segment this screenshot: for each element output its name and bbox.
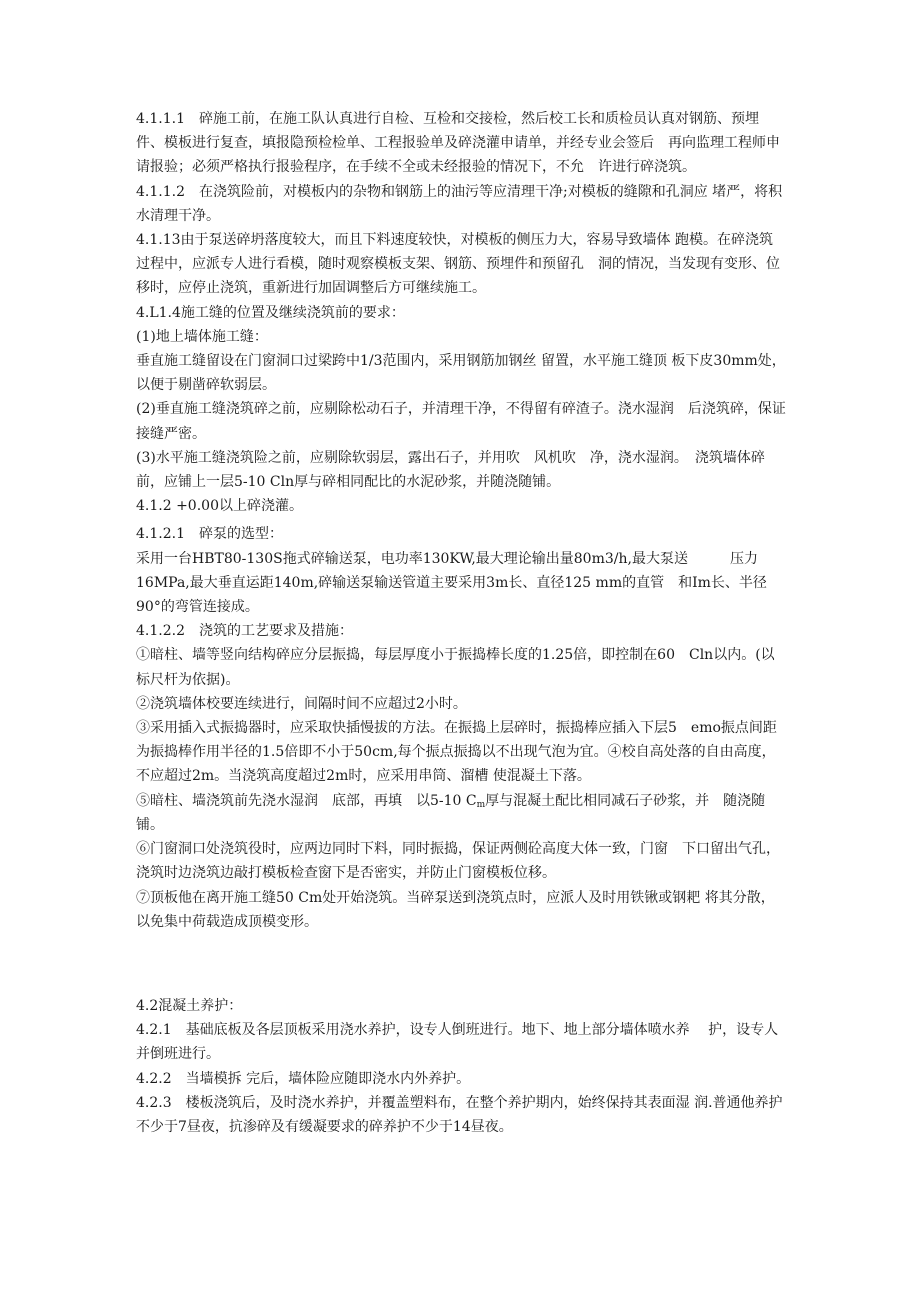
paragraph-step-5 xyxy=(136,789,786,837)
paragraph-step-6: ⑥门窗洞口处浇筑役时，应两边同时下料，同时振捣，保证两侧砼高度大体一致，门窗 下口留出气孔，浇筑时边浇筑边敲打模板检查窗下是否密实，并防止门窗模板位移。 xyxy=(136,841,780,882)
paragraph-vertical-joint: 垂直施工缝留设在门窗洞口过梁跨中1/3范围内，采用钢筋加钢丝 留置，水平施工缝顶 板下皮30mm处，以便于剔凿碎软弱层。 xyxy=(136,353,786,394)
paragraph-4-1-1-1: 4.1.1.1 碎施工前，在施工队认真进行自检、互检和交接检，然后校工长和质检员认真对钢筋、预埋件、模板进行复查，填报隐预检检单、工程报验单及碎浇灌申请单，并经专业会签后 再向监理工程师申请报验；必须严格执行报验程序，在手续不全或未经报验的情况下，不允 许进行碎浇筑。 xyxy=(136,111,780,176)
paragraph-4-2-3: 4.2.3 楼板浇筑后，及时浇水养护，并覆盖塑料布，在整个养护期内，始终保持其表面湿 润.普通他养护不少于7昼夜，抗渗碎及有缓凝要求的碎养护不少于14昼夜。 xyxy=(136,1094,783,1135)
paragraph-step-3-4: ③采用插入式振捣器时，应采取快插慢拔的方法。在振捣上层碎时，振捣棒应插入下层5 emo振点间距为振捣棒作用半径的1.5倍即不小于50cm,每个振点振捣以不出现气泡为宜。④校自高处落的自由高度，不应超过2m。当浇筑高度超过2m时，应采用串筒、溜槽 使混凝土下落。 xyxy=(136,720,777,785)
paragraph-4-1-2-1: 4.1.2.1 碎泵的选型： xyxy=(136,526,283,543)
paragraph-4-1-1-2: 4.1.1.2 在浇筑险前，对模板内的杂物和钢筋上的油污等应清理干净;对模板的缝隙和孔洞应 堵严，将积水清理干净。 xyxy=(136,183,783,224)
paragraph-4-2-1: 4.2.1 基础底板及各层顶板采用浇水养护，设专人倒班进行。地下、地上部分墙体喷水养 护，设专人并倒班进行。 xyxy=(136,1022,779,1063)
paragraph-4-1-1-3: 4.1.13由于泵送碎坍落度较大，而且下料速度较快，对模板的侧压力大，容易导致墙体 跑模。在碎浇筑过程中，应派专人进行看模，随时观察模板支架、钢筋、预埋件和预留孔 洞的情况，当发现有变形、位移时，应停止浇筑，重新进行加固调整后方可继续施工。 xyxy=(136,232,780,297)
paragraph-4-2-heading: 4.2混凝土养护： xyxy=(136,997,243,1014)
paragraph-step-1: ①暗柱、墙等竖向结构碎应分层振捣，每层厚度小于振捣棒长度的1.25倍，即控制在60 Cln以内。(以标尺杆为依据)。 xyxy=(136,647,775,688)
step-5-subscript: m xyxy=(476,799,486,810)
paragraph-pump-spec: 采用一台HBT80-130S拖式碎输送泵，电功率130KW,最大理论输出量80m3/h,最大泵送 压力16MPa,最大垂直运距140m,碎输送泵输送管道主要采用3m长、直径125 mm的直管 和Im长、半径90°的弯管连接成。 xyxy=(136,550,767,616)
paragraph-step-2: ②浇筑墙体校要连续进行，间隔时间不应超过2小时。 xyxy=(136,695,467,712)
paragraph-wall-joint-heading: (1)地上墙体施工缝： xyxy=(136,328,268,345)
step-5-text-a: ⑤暗柱、墙浇筑前先浇水湿润 底部，再填 以5-10 C xyxy=(136,792,477,809)
paragraph-4-1-1-4-heading: 4.L1.4施工缝的位置及继续浇筑前的要求： xyxy=(136,304,405,321)
paragraph-4-1-2-heading: 4.1.2 +0.00以上碎浇灌。 xyxy=(136,498,303,515)
paragraph-4-2-2: 4.2.2 当墙模拆 完后，墙体险应随即浇水内外养护。 xyxy=(136,1070,471,1087)
paragraph-item-2: (2)垂直施工缝浇筑碎之前，应剔除松动石子，并清理干净，不得留有碎渣子。浇水湿润 后浇筑碎，保证接缝严密。 xyxy=(136,401,786,442)
paragraph-4-1-2-2: 4.1.2.2 浇筑的工艺要求及措施： xyxy=(136,623,353,640)
paragraph-step-7: ⑦顶板他在离开施工缝50 Cm处开始浇筑。当碎泵送到浇筑点时，应派人及时用铁锹或钢耙 将其分散，以免集中荷载造成顶模变形。 xyxy=(136,889,775,930)
document-body xyxy=(136,107,786,1139)
paragraph-item-3: (3)水平施工缝浇筑险之前，应剔除软弱层，露出石子，并用吹 风机吹 净，浇水湿润。 浇筑墙体碎前，应铺上一层5-10 Cln厚与碎相同配比的水泥砂浆，并随浇随铺。 xyxy=(136,449,765,491)
step-5-text-b: 厚与混凝土配比相同减石子砂浆，并 随浇随铺。 xyxy=(136,792,766,833)
